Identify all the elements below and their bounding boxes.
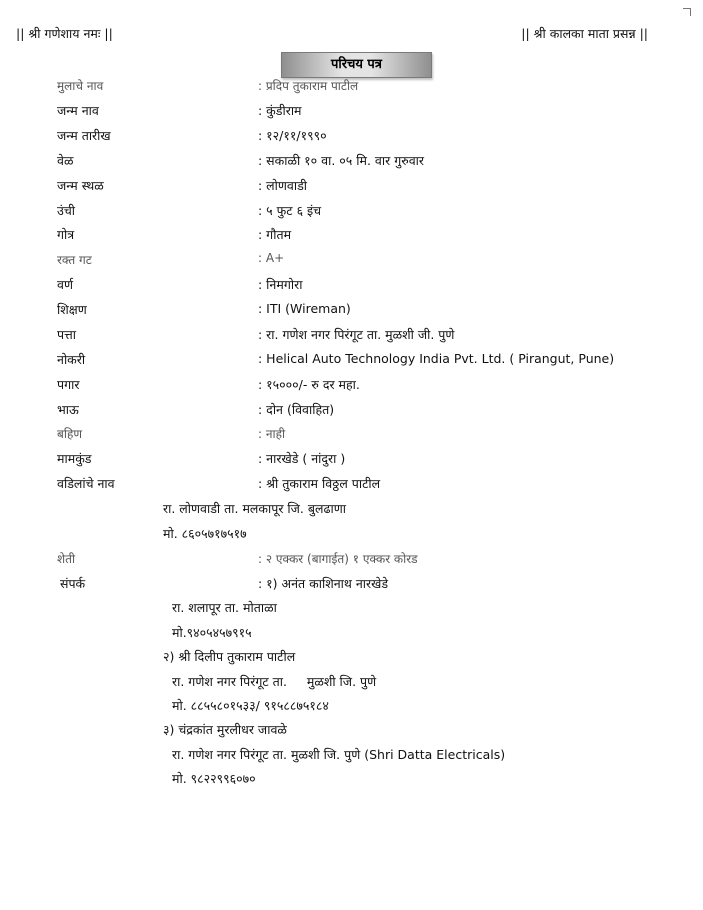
page-corner-mark	[683, 8, 691, 16]
field-value: : प्रदिप तुकाराम पाटील	[258, 79, 359, 93]
field-row-sisters	[0, 425, 703, 447]
field-row-birth-place	[0, 177, 703, 199]
field-label: नोकरी	[57, 352, 86, 367]
contact-3-address: रा. गणेश नगर पिरंगूट ता. मुळशी जि. पुणे (Shri Datta Electricals)	[172, 747, 506, 762]
field-value: : २ एक्कर (बागाईत) १ एक्कर कोरड	[258, 552, 418, 566]
field-label: शेती	[57, 552, 76, 566]
header-right-blessing: || श्री कालका माता प्रसन्न ||	[521, 26, 648, 41]
field-label: वर्ण	[57, 277, 73, 292]
field-value: : सकाळी १० वा. ०५ मि. वार गुरुवार	[258, 153, 425, 168]
field-label: मुलाचे नाव	[57, 79, 104, 93]
field-label: शिक्षण	[57, 302, 87, 317]
page-title: परिचय पत्र	[281, 52, 432, 78]
field-label: पत्ता	[57, 327, 76, 342]
field-row-maternal-clan	[0, 450, 703, 472]
field-value: : A+	[258, 251, 285, 265]
field-value: : रा. गणेश नगर पिरंगूट ता. मुळशी जी. पुणे	[258, 327, 455, 342]
field-value: : १२/११/१९९०	[258, 128, 327, 143]
field-label: वेळ	[57, 153, 74, 168]
field-row-time	[0, 152, 703, 174]
contact-2-name: २) श्री दिलीप तुकाराम पाटील	[163, 649, 296, 664]
contact-2-address: रा. गणेश नगर पिरंगूट ता. मुळशी जि. पुणे	[172, 674, 377, 689]
field-label: मामकुंड	[57, 451, 92, 466]
field-row-father-name	[0, 475, 703, 497]
contact-2-mobile: मो. ८८५५८०१५३३/ ९१५८८७५१८४	[172, 698, 329, 713]
field-value: : कुंडीराम	[258, 103, 302, 118]
contact-3-mobile: मो. ९८२२९९६०७०	[172, 771, 256, 786]
contact-3-name: ३) चंद्रकांत मुरलीधर जावळे	[163, 722, 287, 737]
field-label: जन्म नाव	[57, 103, 99, 118]
field-value: : दोन (विवाहित)	[258, 402, 335, 417]
field-value: : निमगोरा	[258, 277, 303, 292]
field-row-job	[0, 351, 703, 373]
field-row-farm	[0, 550, 703, 572]
field-row-height	[0, 202, 703, 224]
field-value: : नाही	[258, 427, 286, 441]
field-row-birth-name	[0, 102, 703, 124]
field-value: : Helical Auto Technology India Pvt. Ltd. ( Pirangut, Pune)	[258, 351, 615, 366]
field-value: : गौतम	[258, 227, 292, 242]
father-address: रा. लोणवाडी ता. मलकापूर जि. बुलढाणा	[163, 501, 347, 516]
field-row-education	[0, 301, 703, 323]
field-label: गोत्र	[57, 227, 75, 242]
field-label: बहिण	[57, 427, 83, 441]
field-row-blood-group	[0, 251, 703, 273]
field-value: : ५ फुट ६ इंच	[258, 203, 322, 218]
field-label: रक्त गट	[57, 253, 92, 267]
field-value: : लोणवाडी	[258, 178, 308, 193]
field-value: : १५०००/- रु दर महा.	[258, 377, 360, 392]
field-label: वडिलांचे नाव	[57, 476, 115, 491]
contact-1-address: रा. शलापूर ता. मोताळा	[172, 600, 277, 615]
field-row-birth-date	[0, 127, 703, 149]
field-value: : ITI (Wireman)	[258, 301, 351, 316]
field-row-complexion	[0, 276, 703, 298]
field-value: : १) अनंत काशिनाथ नारखेडे	[258, 576, 389, 591]
field-row-name	[0, 77, 703, 99]
header-left-blessing: || श्री गणेशाय नमः ||	[16, 26, 113, 41]
contact-1-mobile: मो.९४०५४५७९१५	[172, 625, 252, 640]
field-label: पगार	[57, 377, 80, 392]
field-label: जन्म तारीख	[57, 128, 111, 143]
field-row-brothers	[0, 401, 703, 423]
field-label: संपर्क	[60, 576, 86, 591]
field-row-gotra	[0, 226, 703, 248]
father-mobile: मो. ८६०५७१७५१७	[163, 526, 247, 541]
field-value: : श्री तुकाराम विठ्ठल पाटील	[258, 476, 381, 491]
field-row-address	[0, 326, 703, 348]
field-label: जन्म स्थळ	[57, 178, 104, 193]
field-row-contact	[0, 575, 703, 597]
field-value: : नारखेडे ( नांदुरा )	[258, 451, 346, 466]
field-row-salary	[0, 376, 703, 398]
field-label: उंची	[57, 203, 76, 218]
field-label: भाऊ	[57, 402, 79, 417]
